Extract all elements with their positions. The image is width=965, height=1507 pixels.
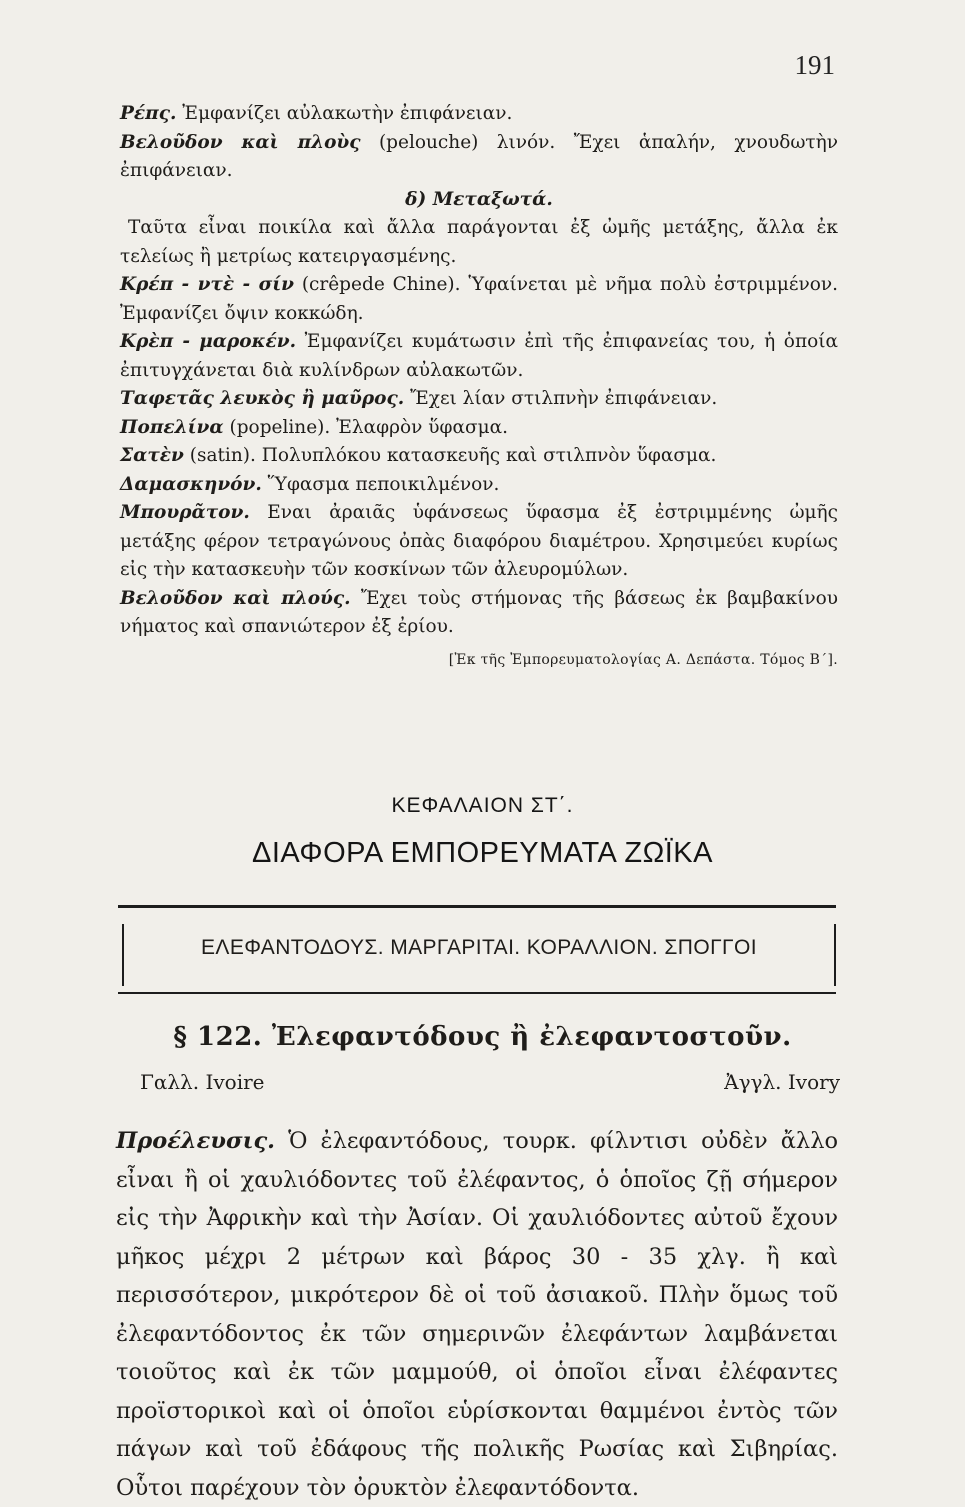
- origin-text: Ὁ ἐλεφαντόδους, τουρκ. φίλντισι οὐδὲν ἄλλο εἶναι ἢ οἱ χαυλιόδοντες τοῦ ἐλέφαντος, ὁ ὁποῖος ζῇ σήμερον εἰς τὴν Ἀφρικὴν καὶ τὴν Ἀσίαν. Οἱ χαυλιόδοντες αὐτοῦ ἔχουν μῆκος μέχρι 2 μέτρων καὶ βάρος 30 - 35 χλγ. ἢ καὶ περισσότερον, μικρότερον δὲ οἱ τοῦ ἀσιακοῦ. Πλὴν ὅμως τοῦ ἐλεφαντόδοντος ἐκ τῶν σημερινῶν ἐλεφάντων λαμβάνεται τοιοῦτος καὶ ἐκ τῶν μαμμούθ, οἱ ὁποῖοι εἶναι ἐλέφαντες προϊστορικοὶ καὶ οἱ ὁποῖοι εὑρίσκονται θαμμένοι ἐντὸς τῶν πάγων καὶ τοῦ ἐδάφους τῆς πολικῆς Ρωσίας καὶ Σιβηρίας. Οὗτοι παρέχουν τὸν ὀρυκτὸν ἐλεφαντόδοντα.: [116, 1128, 838, 1501]
- entry-crepe-marocain: Κρὲπ - μαροκέν. Ἐμφανίζει κυμάτωσιν ἐπὶ τῆς ἐπιφανείας του, ἡ ὁποία ἐπιτυγχάνεται διὰ κυλίνδρων αὐλακωτῶν.: [120, 331, 838, 381]
- entry-crepe-de-chine: Κρέπ - ντὲ - σίν (crêpede Chine). Ὑφαίνεται μὲ νῆμα πολὺ ἐστριμμένον. Ἐμφανίζει ὄψιν κοκκώδη.: [120, 274, 838, 324]
- entry-satin: Σατὲν (satin). Πολυπλόκου κατασκευῆς καὶ στιλπνὸν ὕφασμα.: [120, 445, 717, 466]
- boxed-heading: ΕΛΕΦΑΝΤΟΔΟΥΣ. ΜΑΡΓΑΡΙΤΑΙ. ΚΟΡΑΛΛΙΟΝ. ΣΠΟΓΓΟΙ: [122, 924, 836, 986]
- origin-term: Προέλευσις.: [116, 1128, 275, 1154]
- page-number: 191: [794, 50, 835, 80]
- entry-bourrat: Μπουρᾶτον. Εναι ἀραιᾶς ὑφάνσεως ὕφασμα ἐξ ἐστριμμένης ὠμῆς μετάξης φέρον τετραγώνους ὀπὰς διαφόρου διαμέτρου. Χρησιμεύει κυρίως εἰς τὴν κατασκευὴν τῶν κοσκίνων τῶν ἀλευρομύλων.: [120, 502, 838, 580]
- entry-velvet-linen: [120, 129, 838, 186]
- source-citation: [Ἐκ τῆς Ἐμπορευματολογίας Α. Δεπάστα. Τόμος Β΄].: [448, 651, 838, 668]
- origin-paragraph: [116, 1122, 838, 1507]
- chapter-title: ΔΙΑΦΟΡΑ ΕΜΠΟΡΕΥΜΑΤΑ ΖΩΪΚΑ: [252, 837, 713, 869]
- chapter-label: ΚΕΦΑΛΑΙΟΝ ΣΤ΄.: [391, 794, 574, 817]
- entry-text: Ἐμφανίζει αὐλακωτὴν ἐπιφάνειαν.: [176, 103, 513, 124]
- entry-reps: [120, 100, 838, 129]
- english-name: Ἀγγλ. Ivory: [724, 1070, 840, 1094]
- textile-entries-top: [120, 100, 838, 674]
- silk-intro: Ταῦτα εἶναι ποικίλα καὶ ἄλλα παράγονται ἐξ ὠμῆς μετάξης, ἄλλα ἐκ τελείως ἢ μετρίως κατειργασμένης.: [120, 217, 838, 267]
- subheading-silks: δ) Μεταξωτά.: [405, 188, 553, 210]
- entry-velvet-plush: Βελοῦδον καὶ πλούς. Ἔχει τοὺς στήμονας τῆς βάσεως ἐκ βαμβακίνου νήματος καὶ σπανιώτερον ἐξ ἐρίου.: [120, 587, 839, 637]
- entry-text: (pelouche) λινόν. Ἔχει ἁπαλήν, χνουδωτὴν ἐπιφάνειαν.: [120, 131, 838, 181]
- entry-damask: Δαμασκηνόν. Ὕφασμα πεποικιλμένον.: [120, 473, 500, 495]
- boxed-heading-frame: [118, 905, 836, 994]
- entry-poplin: Ποπελίνα (popeline). Ἐλαφρὸν ὕφασμα.: [120, 416, 508, 438]
- entry-term: Βελοῦδον καὶ πλοὺς: [120, 131, 361, 153]
- entry-term: Ρέπς.: [120, 103, 177, 124]
- section-title: § 122. Ἐλεφαντόδους ἢ ἐλεφαντοστοῦν.: [173, 1022, 792, 1052]
- entry-taffeta: Ταφετᾶς λευκὸς ἢ μαῦρος. Ἔχει λίαν στιλπνὴν ἐπιφάνειαν.: [120, 388, 718, 409]
- french-name: Γαλλ. Ivoire: [140, 1070, 265, 1094]
